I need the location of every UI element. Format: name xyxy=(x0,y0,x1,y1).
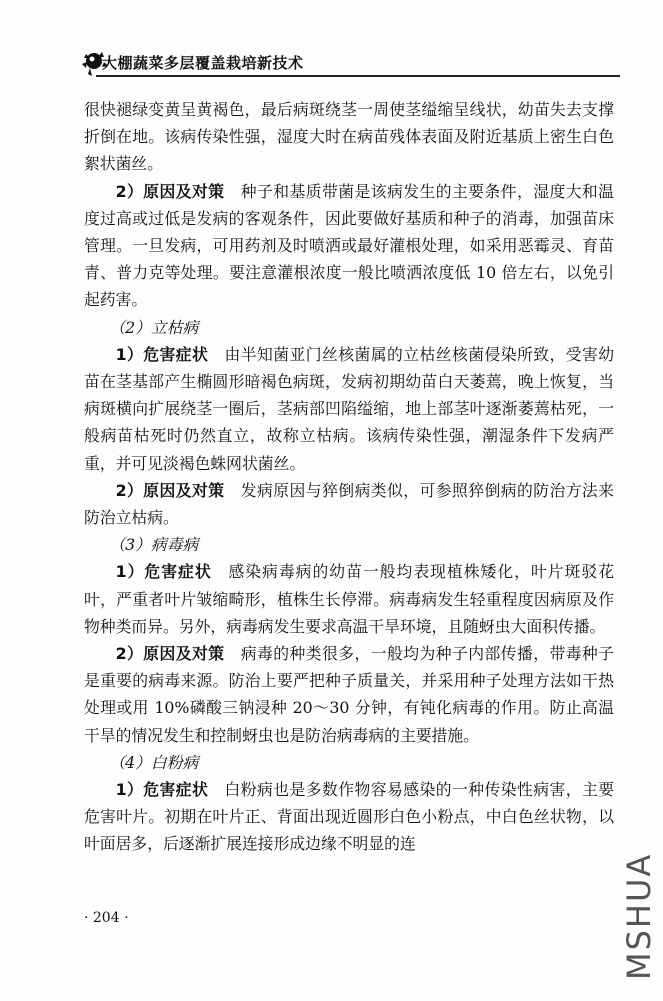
subsection-heading xyxy=(84,749,614,776)
paragraph xyxy=(84,341,614,477)
paragraph xyxy=(84,96,614,178)
paragraph-text: 发病原因与猝倒病类似，可参照猝倒病的防治方法来防治立枯病。 xyxy=(84,480,614,528)
paragraph-keyword: 1）危害症状 xyxy=(115,344,209,364)
paragraph xyxy=(84,178,614,314)
paragraph-keyword: 2）原因及对策 xyxy=(115,644,225,664)
paragraph xyxy=(84,558,614,640)
subsection-heading xyxy=(84,531,614,558)
paragraph-text: 很快褪绿变黄呈黄褐色，最后病斑绕茎一周使茎缢缩呈线状，幼苗失去支撑折倒在地。该病传染性强，湿度大时在病苗残体表面及附近基质上密生白色絮状菌丝。 xyxy=(84,100,614,174)
paragraph xyxy=(84,776,614,858)
paragraph-text: 感染病毒病的幼苗一般均表现植株矮化，叶片斑驳花叶，严重者叶片皱缩畸形，植株生长停滞。病毒病发生轻重程度因病原及作物种类而异。另外，病毒病发生要求高温干旱环境，且随蚜虫大面积传播。 xyxy=(84,562,614,636)
running-header xyxy=(80,48,620,80)
paragraph xyxy=(84,477,614,531)
paragraph-text: 病毒的种类很多，一般均为种子内部传播，带毒种子是重要的病毒来源。防治上要严把种子质量关，并采用种子处理方法如干热处理或用 10%磷酸三钠浸种 20～30 分钟，有钝化病毒的作用。防止高温干旱的情况发生和控制蚜虫也是防治病毒病的主要措施。 xyxy=(84,644,614,745)
header-rule xyxy=(96,75,620,77)
paragraph-keyword: 2）原因及对策 xyxy=(115,181,225,201)
body-text xyxy=(84,96,614,858)
paragraph-text: 种子和基质带菌是该病发生的主要条件，湿度大和温度过高或过低是发病的客观条件，因此要做好基质和种子的消毒，加强苗床管理。一旦发病，可用药剂及时喷洒或最好灌根处理，如采用恶霉灵、育苗青、普力克等处理。要注意灌根浓度一般比喷洒浓度低 10 倍左右，以免引起药害。 xyxy=(84,181,614,310)
subsection-heading xyxy=(84,314,614,341)
paragraph-keyword: 1）危害症状 xyxy=(115,780,209,800)
paragraph-text: 白粉病也是多数作物容易感染的一种传染性病害，主要危害叶片。初期在叶片正、背面出现近圆形白色小粉点，中白色丝状物，以叶面居多，后逐渐扩展连接形成边缘不明显的连 xyxy=(84,780,614,854)
paragraph-keyword: 2）原因及对策 xyxy=(115,480,225,500)
paragraph-text: （4）白粉病 xyxy=(109,752,199,772)
paragraph xyxy=(84,640,614,749)
header-title: 大棚蔬菜多层覆盖栽培新技术 xyxy=(102,54,304,72)
paragraph-keyword: 1）危害症状 xyxy=(115,562,212,582)
paragraph-text: 由半知菌亚门丝核菌属的立枯丝核菌侵染所致，受害幼苗在茎基部产生椭圆形暗褐色病斑，发病初期幼苗白天萎蔫，晚上恢复，当病斑横向扩展绕茎一圈后，茎病部凹陷缢缩，地上部茎叶逐渐萎蔫枯死，一般病苗枯死时仍然直立，故称立枯病。该病传染性强，潮湿条件下发病严重，并可见淡褐色蛛网状菌丝。 xyxy=(84,344,614,473)
paragraph-text: （2）立枯病 xyxy=(109,317,199,337)
watermark: MSHUA xyxy=(620,852,658,980)
paragraph-text: （3）病毒病 xyxy=(109,535,199,555)
page-number: · 204 · xyxy=(84,910,129,926)
